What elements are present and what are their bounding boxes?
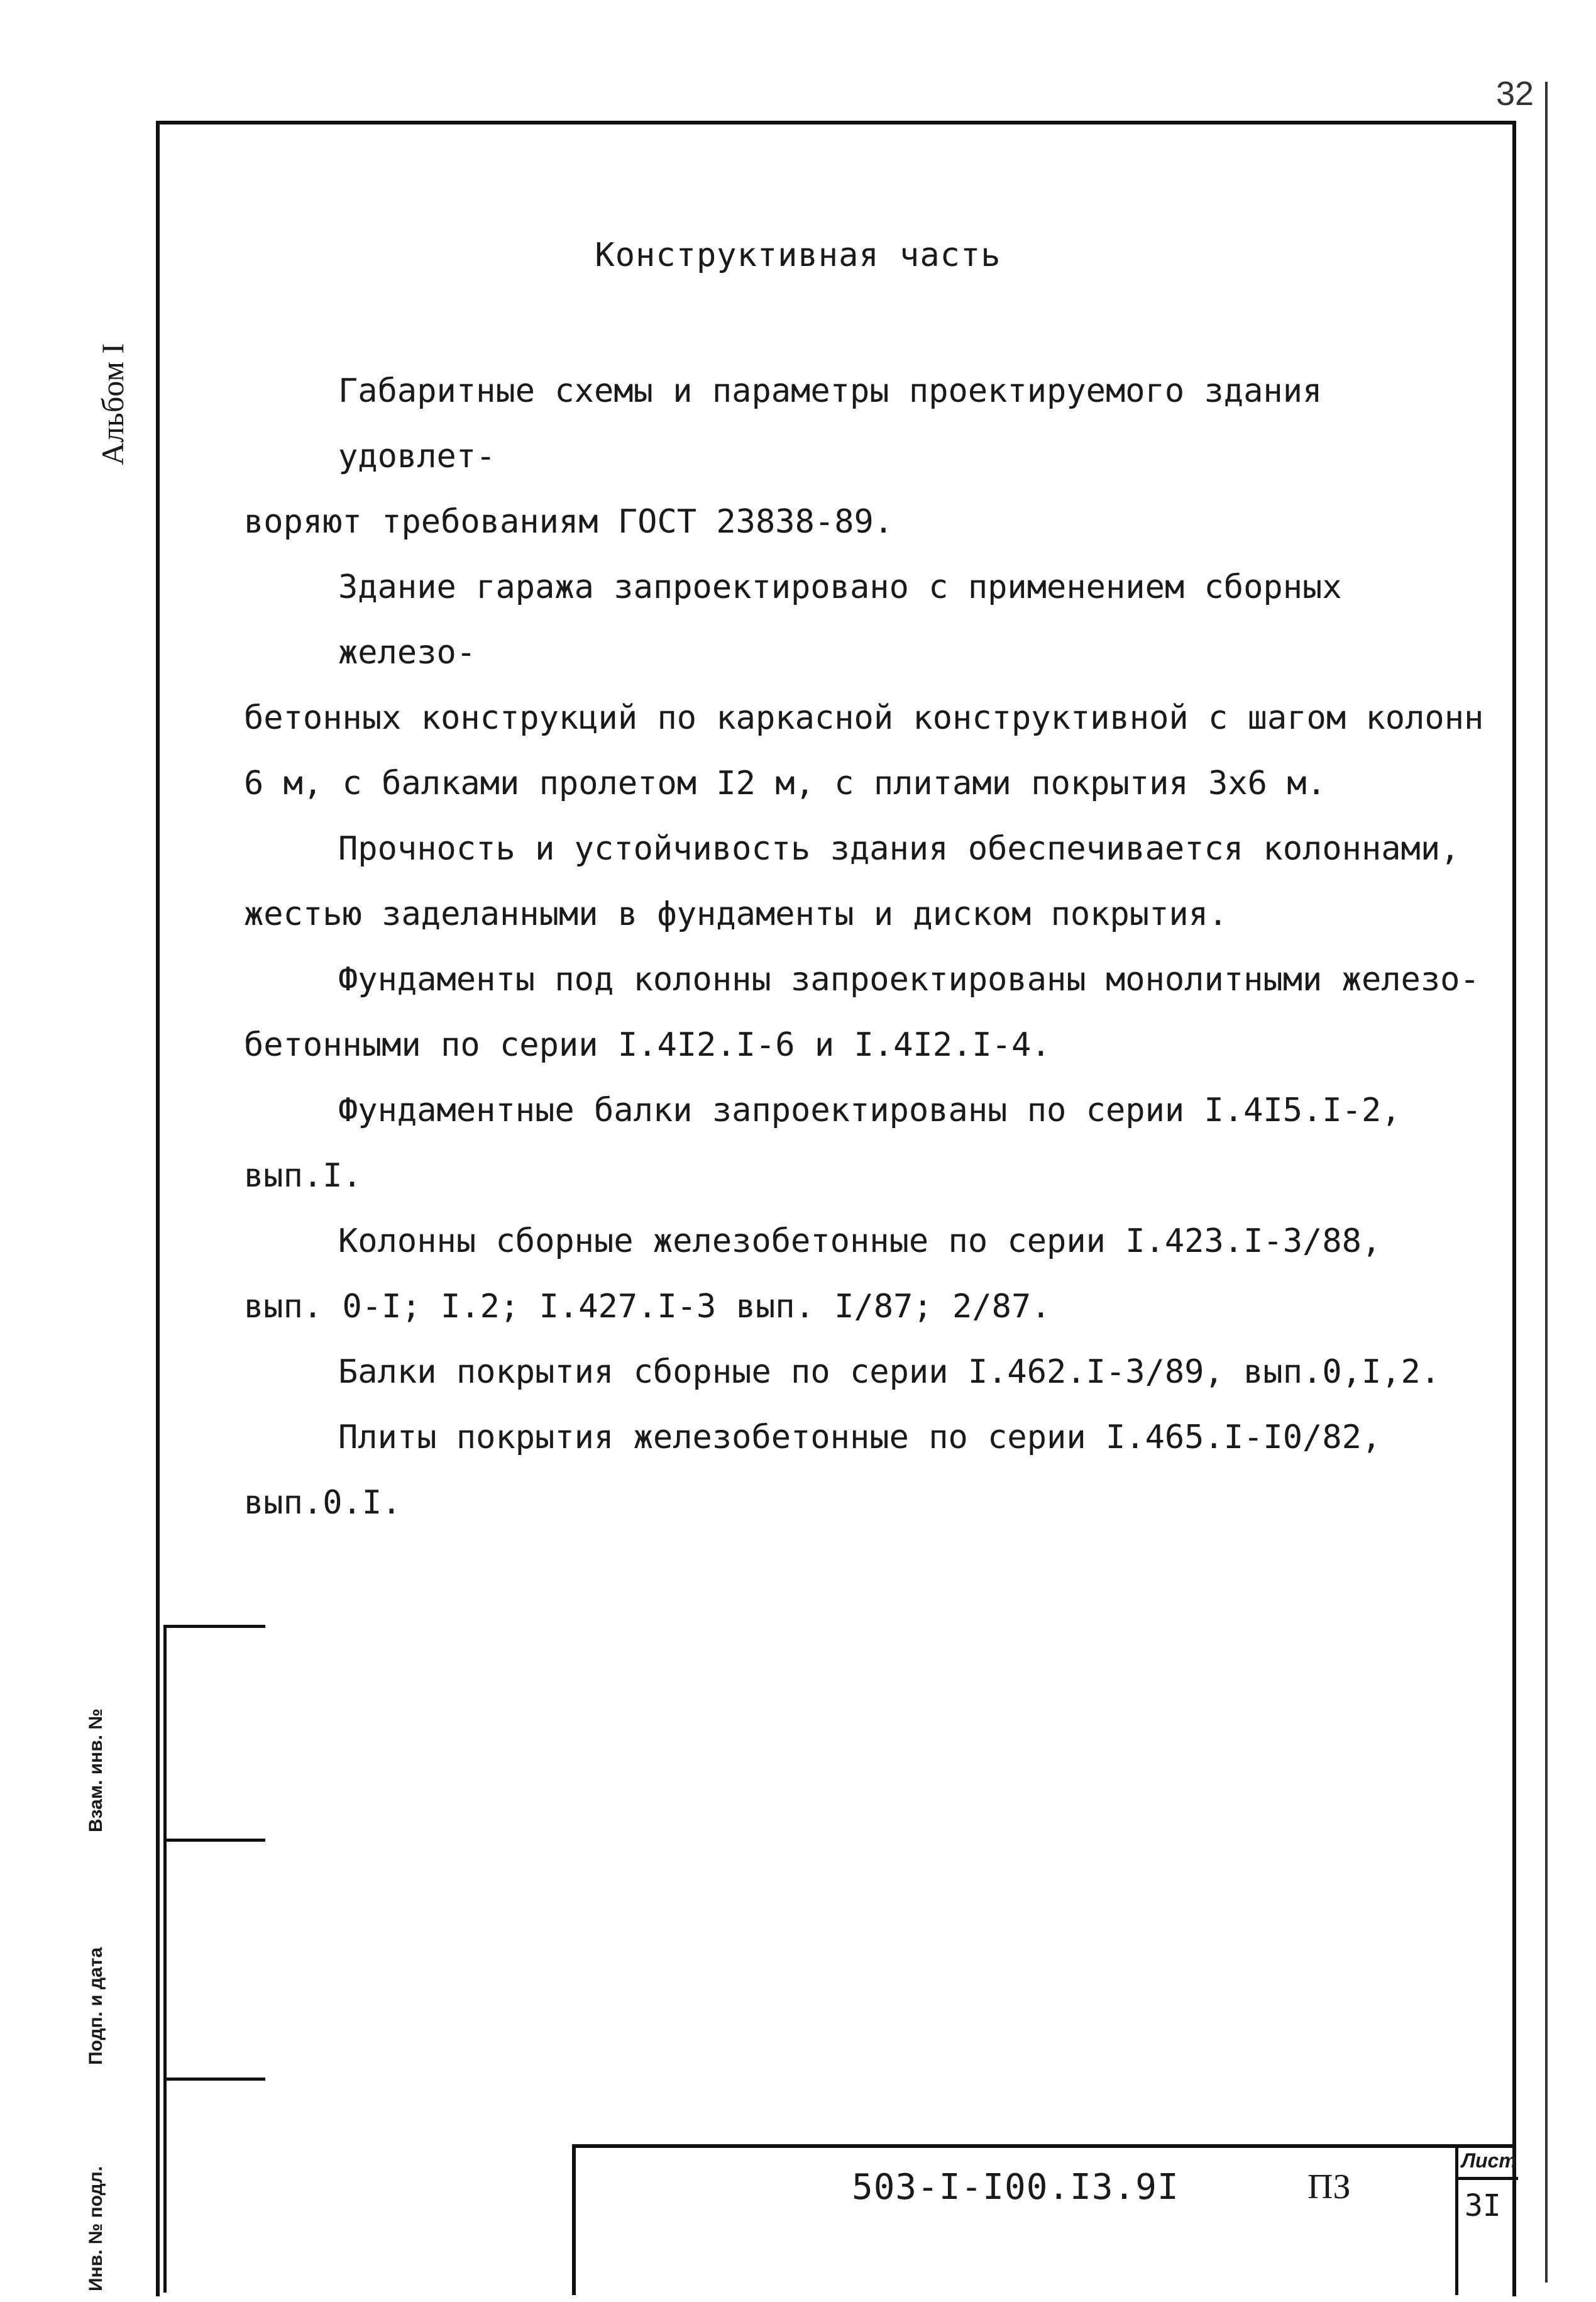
sheet-number: 3I bbox=[1465, 2188, 1501, 2223]
paragraph-line: воряют требованиям ГОСТ 23838-89. bbox=[244, 503, 894, 541]
paragraph-line: жестью заделанными в фундаменты и диском покрытия. bbox=[244, 895, 1228, 933]
paragraph-line: бетонными по серии I.4I2.I-6 и I.4I2.I-4. bbox=[244, 1026, 1051, 1064]
section-title: Конструктивная часть bbox=[595, 236, 1001, 274]
paragraph-line: вып. 0-I; I.2; I.427.I-3 вып. I/87; 2/87. bbox=[244, 1288, 1051, 1325]
paragraph-line: Здание гаража запроектировано с применением сборных железо- bbox=[338, 568, 1342, 672]
stamp-vertical-line bbox=[163, 1625, 167, 2293]
stamp-label-inv-orig: Инв. № подл. bbox=[85, 2166, 106, 2291]
page-edge-line bbox=[1545, 82, 1548, 2283]
paragraph-line: Плиты покрытия железобетонные по серии I.465.I-I0/82, bbox=[338, 1419, 1382, 1456]
stamp-divider bbox=[163, 2078, 265, 2081]
paragraph-line: Колонны сборные железобетонные по серии I.423.I-3/88, bbox=[338, 1222, 1382, 1260]
sheet-divider bbox=[1455, 2177, 1518, 2180]
stamp-label-sign-date: Подп. и дата bbox=[85, 1947, 106, 2065]
body-text bbox=[244, 358, 1489, 1536]
paragraph-line: бетонных конструкций по каркасной конструктивной с шагом колонн bbox=[244, 699, 1484, 737]
paragraph-line: Балки покрытия сборные по серии I.462.I-3/89, вып.0,I,2. bbox=[338, 1353, 1441, 1391]
sheet-label: Лист bbox=[1461, 2149, 1517, 2172]
paragraph-line: Прочность и устойчивость здания обеспечивается колоннами, bbox=[338, 830, 1460, 868]
paragraph-line: 6 м, с балками пролетом I2 м, с плитами покрытия 3х6 м. bbox=[244, 765, 1326, 802]
document-code: 503-I-I00.I3.9I bbox=[852, 2167, 1179, 2208]
album-label: Альбом I bbox=[95, 343, 130, 465]
paragraph-line: вып.I. bbox=[244, 1157, 362, 1195]
stamp-column bbox=[85, 1625, 170, 2293]
paragraph-line: Фундаментные балки запроектированы по серии I.4I5.I-2, bbox=[338, 1092, 1401, 1129]
paragraph-line: Фундаменты под колонны запроектированы монолитными железо- bbox=[338, 961, 1480, 999]
stamp-divider bbox=[163, 1839, 265, 1842]
stamp-label-replaced-inv: Взам. инв. № bbox=[85, 1708, 106, 1832]
paragraph-line: Габаритные схемы и параметры проектируемого здания удовлет- bbox=[338, 372, 1323, 475]
paragraph-line: вып.0.I. bbox=[244, 1484, 402, 1522]
document-type: ПЗ bbox=[1307, 2167, 1351, 2206]
stamp-divider bbox=[163, 1625, 265, 1628]
page-number: 32 bbox=[1496, 75, 1534, 113]
